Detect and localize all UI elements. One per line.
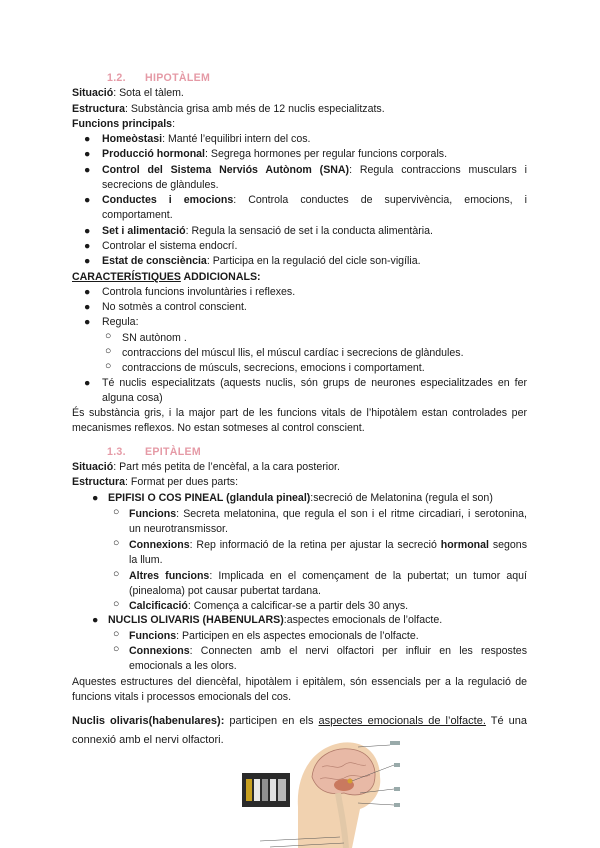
bullet-icon: ● — [84, 301, 91, 313]
item-label: EPIFISI O COS PINEAL (glandula pineal) — [108, 492, 311, 504]
circle-bullet-icon: ○ — [113, 568, 120, 580]
section-heading-epitalem — [107, 445, 527, 460]
list-item-habenulars — [108, 613, 527, 628]
situacio-text: : Sota el tàlem. — [113, 87, 184, 99]
bullet-icon: ● — [84, 133, 91, 145]
caract-label: CARACTERÍSTIQUES — [72, 271, 181, 283]
list-item — [102, 132, 527, 147]
situacio-line — [72, 460, 527, 475]
item-text: :secreció de Melatonina (regula el son) — [310, 492, 493, 504]
bullet-icon: ● — [92, 492, 99, 504]
bullet-icon: ● — [84, 194, 91, 206]
bullet-icon: ● — [84, 225, 91, 237]
item-label: Control del Sistema Nerviós Autònom (SNA) — [102, 164, 350, 176]
bullet-icon: ● — [84, 148, 91, 160]
list-item — [102, 163, 527, 193]
item-text: : Regula la sensació de set i la conducta alimentària. — [185, 225, 433, 237]
bullet-icon: ● — [92, 614, 99, 626]
item-label: Homeòstasi — [102, 133, 163, 145]
paragraph: És substància gris, i la major part de les funcions vitals de l’hipotàlem estan controlades per mecanismes reflexos. No estan sotmeses al control conscient. — [72, 407, 527, 435]
item-label: NUCLIS OLIVARIS (HABENULARS) — [108, 614, 284, 626]
sublist-item — [129, 644, 527, 674]
circle-bullet-icon: ○ — [113, 643, 120, 655]
list-item — [102, 239, 527, 254]
bullet-icon: ● — [84, 377, 91, 389]
item-label: Connexions — [129, 645, 190, 657]
item-label: Altres funcions — [129, 570, 210, 582]
item-text: : Connecten amb el nervi olfactori per influir en les respostes emocionals a les olors. — [129, 645, 527, 673]
item-text: : Segrega hormones per regular funcions corporals. — [205, 148, 448, 160]
caracteristiques-heading — [72, 270, 527, 285]
item-text: :aspectes emocionals de l’olfacte. — [283, 614, 443, 626]
section-number: 1.2. — [107, 72, 126, 84]
sublist-item: SN autònom . — [122, 332, 187, 344]
list-item — [102, 254, 527, 269]
item-text: Controlar el sistema endocrí. — [102, 240, 238, 252]
bullet-icon: ● — [84, 286, 91, 298]
nuclis-text-2: Té una connexió amb el nervi olfactori. — [72, 715, 527, 746]
item-text-2: segons la llum. — [129, 539, 527, 567]
paragraph: Aquestes estructures del diencèfal, hipotàlem i epitàlem, són essencials per a la regulació de funcions vitals i processos emocionals del cos. — [72, 676, 527, 704]
sublist-item — [129, 629, 527, 644]
situacio-line — [72, 86, 527, 101]
item-text: : Secreta melatonina, que regula el son i el ritme circadiari, i serotonina, un neurotransmissor. — [129, 508, 527, 536]
circle-bullet-icon: ○ — [105, 360, 112, 372]
situacio-text: : Part més petita de l’encèfal, a la cara posterior. — [113, 461, 340, 473]
section-heading-hipotalem — [107, 71, 527, 86]
section-number: 1.3. — [107, 446, 126, 458]
circle-bullet-icon: ○ — [105, 345, 112, 357]
estructura-label: Estructura — [72, 476, 125, 488]
nuclis-label: Nuclis olivaris(habenulares): — [72, 715, 225, 727]
list-item — [102, 193, 527, 223]
sublist-item — [129, 599, 527, 614]
estructura-label: Estructura — [72, 103, 125, 115]
caract-rest: ADDICIONALS: — [180, 271, 261, 283]
bullet-icon: ● — [84, 240, 91, 252]
item-label: Conductes i emocions — [102, 194, 234, 206]
bullet-icon: ● — [84, 255, 91, 267]
sublist-item — [129, 569, 527, 599]
sublist-item: contraccions de músculs, secrecions, emocions i comportament. — [122, 362, 425, 374]
funcions-heading — [72, 117, 527, 132]
estructura-text: : Format per dues parts: — [124, 476, 239, 488]
item-label: Funcions — [129, 630, 177, 642]
item-text: : Manté l’equilibri intern del cos. — [162, 133, 311, 145]
funcions-colon: : — [172, 118, 176, 130]
circle-bullet-icon: ○ — [113, 628, 120, 640]
funcions-label: Funcions principals — [72, 118, 173, 130]
item-text: : Implicada en el començament de la pubertat; un tumor aquí (pinealoma) pot causar pubertat tardana. — [129, 570, 527, 598]
circle-bullet-icon: ○ — [113, 537, 120, 549]
sublist-item — [129, 507, 527, 537]
circle-bullet-icon: ○ — [113, 506, 120, 518]
item-label: Producció hormonal — [102, 148, 206, 160]
item-text: : Participa en la regulació del cicle son-vigília. — [206, 255, 421, 267]
item-label: Estat de consciència — [102, 255, 207, 267]
item-text: : Participen en els aspectes emocionals de l’olfacte. — [176, 630, 419, 642]
list-item: Té nuclis especialitzats (aquests nuclis, són grups de neurones especialitzades en fer alguna cosa) — [102, 377, 527, 405]
list-item-pineal — [108, 491, 527, 506]
item-text: : Rep informació de la retina per ajustar la secreció — [189, 539, 441, 551]
estructura-text: : Substància grisa amb més de 12 nuclis especialitzats. — [124, 103, 385, 115]
nuclis-underline: aspectes emocionals de l’olfacte. — [318, 715, 486, 727]
section-title: HIPOTÀLEM — [145, 72, 211, 84]
list-item — [102, 224, 527, 239]
item-label: Set i alimentació — [102, 225, 186, 237]
nuclis-text-1: participen en els — [224, 715, 319, 727]
circle-bullet-icon: ○ — [105, 330, 112, 342]
item-bold: hormonal — [440, 539, 489, 551]
list-item — [102, 147, 527, 162]
item-label: Connexions — [129, 539, 190, 551]
sublist-item — [129, 538, 527, 568]
situacio-label: Situació — [72, 461, 114, 473]
situacio-label: Situació — [72, 87, 114, 99]
bullet-icon: ● — [84, 316, 91, 328]
brain-anatomy-illustration — [240, 737, 400, 848]
list-item: Controla funcions involuntàries i reflexes. — [102, 286, 296, 298]
section-title: EPITÀLEM — [145, 446, 201, 458]
item-label: Calcificació — [129, 600, 188, 612]
list-item: No sotmès a control conscient. — [102, 301, 247, 313]
item-text: : Regula contraccions musculars i secrecions de glàndules. — [102, 164, 527, 192]
circle-bullet-icon: ○ — [113, 598, 120, 610]
bullet-icon: ● — [84, 164, 91, 176]
item-text: : Comença a calcificar-se a partir dels 30 anys. — [187, 600, 409, 612]
estructura-line — [72, 475, 527, 490]
list-item: Regula: — [102, 316, 139, 328]
item-text: : Controla conductes de supervivència, emocions, i comportament. — [102, 194, 527, 222]
item-label: Funcions — [129, 508, 177, 520]
sublist-item: contraccions del múscul llis, el múscul cardíac i secrecions de glàndules. — [122, 347, 464, 359]
estructura-line — [72, 102, 527, 117]
